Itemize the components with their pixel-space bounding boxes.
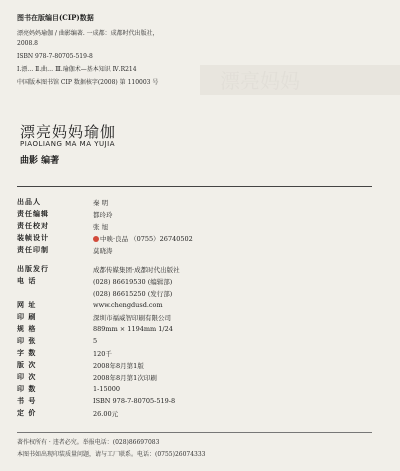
- pub-label: 出版发行: [17, 264, 49, 273]
- pub-value: www.chengdusd.com: [93, 301, 163, 309]
- pub-label: 书 号: [17, 396, 37, 405]
- watermark-graphic: [200, 60, 400, 100]
- footer-note: 著作权所有 · 违者必究。举报电话：(028)86697083: [17, 439, 160, 446]
- footer-note: 本图书如出现印装质量问题，请与工厂联系。电话：(0755)26074333: [17, 451, 206, 458]
- cip-line: ISBN 978-7-80705-519-8: [17, 53, 93, 60]
- pub-value: 120千: [93, 350, 112, 358]
- footer-divider: [17, 432, 372, 433]
- credit-label: 出品人: [17, 197, 41, 206]
- credit-value: 中映·良品 （0755）26740502: [100, 235, 193, 243]
- book-author: 曲影 编著: [20, 156, 60, 166]
- credit-value: 都玲玲: [93, 211, 113, 219]
- credit-label: 责任编辑: [17, 209, 49, 218]
- pub-label: 印 张: [17, 336, 37, 345]
- credit-value: 秦 明: [93, 199, 109, 207]
- pub-value: (028) 86615250 (发行部): [93, 290, 173, 298]
- pub-value: ISBN 978-7-80705-519-8: [93, 397, 176, 405]
- cip-line: Ⅰ.漂… Ⅱ.曲… Ⅲ.瑜伽术—基本知识 Ⅳ.R214: [17, 66, 137, 73]
- pub-value: 889mm × 1194mm 1/24: [93, 325, 173, 333]
- pub-value: (028) 86619530 (编辑部): [93, 278, 173, 286]
- book-pinyin-title: PIAOLIANG MA MA YUJIA: [20, 140, 116, 148]
- credit-value: 莫晓涛: [93, 247, 113, 255]
- pub-value: 26.00元: [93, 410, 119, 418]
- pub-value: 深圳市福威智印刷有限公司: [93, 314, 171, 322]
- pub-label: 网 址: [17, 300, 37, 309]
- credit-label: 责任印制: [17, 245, 49, 254]
- credit-label: 责任校对: [17, 221, 49, 230]
- pub-label: 印 次: [17, 372, 37, 381]
- credit-label: 装帧设计: [17, 233, 49, 242]
- design-studio-logo-icon: [93, 236, 99, 242]
- credit-value-design: [93, 234, 193, 243]
- pub-label: 印 刷: [17, 312, 37, 321]
- pub-label: 定 价: [17, 408, 37, 417]
- pub-value: 2008年8月第1次印刷: [93, 374, 157, 382]
- divider: [17, 186, 372, 187]
- pub-value: 1-15000: [93, 385, 121, 393]
- cip-line: 2008.8: [17, 40, 38, 47]
- pub-label: 字 数: [17, 348, 37, 357]
- pub-label: 电 话: [17, 276, 37, 285]
- cip-heading: 图书在版编目(CIP)数据: [17, 13, 94, 22]
- pub-label: 规 格: [17, 324, 37, 333]
- cip-line: 漂亮妈妈瑜伽 / 曲影编著. 一成都：成都时代出版社，: [17, 30, 159, 37]
- cip-line: 中国版本图书馆 CIP 数据核字(2008) 第 110003 号: [17, 79, 159, 86]
- pub-value: 5: [93, 337, 98, 345]
- pub-value: 2008年8月第1版: [93, 362, 144, 370]
- credit-value: 张 旭: [93, 223, 109, 231]
- svg-text:漂亮妈妈: 漂亮妈妈: [220, 69, 300, 93]
- book-title: 漂亮妈妈瑜伽: [20, 123, 117, 141]
- pub-label: 印 数: [17, 384, 37, 393]
- pub-label: 版 次: [17, 360, 37, 369]
- pub-value: 成都传媒集团·成都时代出版社: [93, 266, 180, 274]
